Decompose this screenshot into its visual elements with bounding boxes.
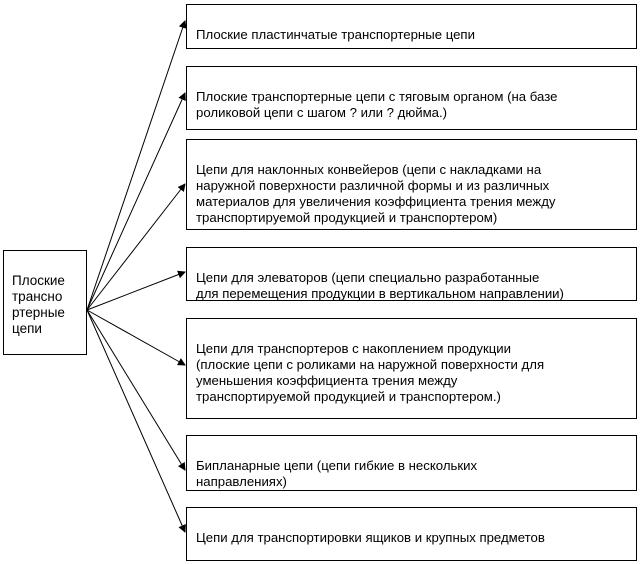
child-node-label-1: Плоские пластинчатые транспортерные цепи xyxy=(196,27,475,42)
connector-arrow-3 xyxy=(87,184,185,310)
connector-arrow-1 xyxy=(87,21,185,310)
root-node-box xyxy=(3,250,87,355)
child-node-box-6 xyxy=(186,435,637,491)
child-node-box-7 xyxy=(186,507,637,561)
child-node-label-2: Плоские транспортерные цепи с тяговым органом (на базе роликовой цепи с шагом ? или ? дюйма.) xyxy=(196,89,558,120)
child-node-label-3: Цепи для наклонных конвейеров (цепи с накладками на наружной поверхности различной формы и из различных материалов для увеличения коэффициента трения между транспортируемой продукцией и транспортером) xyxy=(196,162,556,225)
child-node-box-3 xyxy=(186,139,637,230)
child-node-box-5 xyxy=(186,318,637,419)
connector-arrow-7 xyxy=(87,310,185,532)
child-node-label-4: Цепи для элеваторов (цепи специально разработанные для перемещения продукции в вертикальном направлении) xyxy=(196,270,564,301)
connector-arrow-5 xyxy=(87,310,185,365)
root-node-label: Плоские трансно ртерные цепи xyxy=(12,273,65,336)
connector-arrow-2 xyxy=(87,93,185,310)
child-node-label-6: Бипланарные цепи (цепи гибкие в нескольких направлениях) xyxy=(196,458,478,489)
child-node-box-1 xyxy=(186,4,637,49)
child-node-label-5: Цепи для транспортеров с накоплением продукции (плоские цепи с роликами на наружной поверхности для уменьшения коэффициента трения между транспортируемой продукцией и транспортером.) xyxy=(196,341,545,404)
connector-arrow-4 xyxy=(87,272,185,310)
child-node-box-4 xyxy=(186,247,637,301)
connector-arrow-6 xyxy=(87,310,185,470)
child-node-label-7: Цепи для транспортировки ящиков и крупных предметов xyxy=(196,530,545,545)
child-node-box-2 xyxy=(186,66,637,130)
